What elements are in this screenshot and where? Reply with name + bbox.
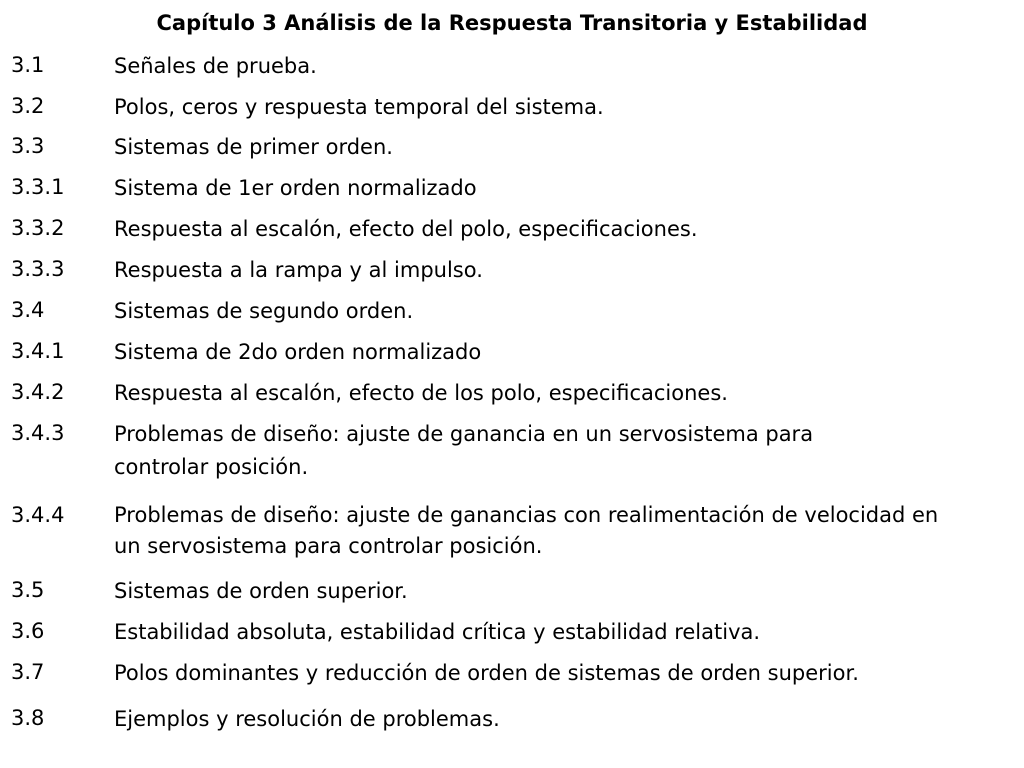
section-number: 3.3.2 [11, 216, 65, 240]
section-title [114, 500, 1014, 562]
section-number: 3.3.3 [11, 257, 65, 281]
section-number: 3.4.4 [11, 503, 65, 527]
section-title: Sistema de 2do orden normalizado [114, 340, 482, 364]
section-title: Respuesta al escalón, efecto de los polo, especificaciones. [114, 381, 728, 405]
section-title-line-1: Problemas de diseño: ajuste de ganancia en un servosistema para [114, 422, 814, 446]
section-number: 3.1 [11, 53, 45, 77]
section-number: 3.6 [11, 619, 45, 643]
section-title: Sistemas de segundo orden. [114, 299, 414, 323]
section-number: 3.5 [11, 578, 45, 602]
section-title: Sistemas de orden superior. [114, 579, 408, 603]
section-title: Estabilidad absoluta, estabilidad crítica y estabilidad relativa. [114, 620, 761, 644]
chapter-title: Capítulo 3 Análisis de la Respuesta Transitoria y Estabilidad [156, 11, 868, 35]
section-number: 3.8 [11, 706, 45, 730]
section-title: Polos, ceros y respuesta temporal del sistema. [114, 95, 604, 119]
section-number: 3.4.2 [11, 380, 65, 404]
section-number: 3.2 [11, 94, 45, 118]
section-title: Respuesta a la rampa y al impulso. [114, 258, 483, 282]
section-title-line-2: un servosistema para controlar posición. [114, 534, 543, 558]
section-title: Señales de prueba. [114, 54, 317, 78]
section-title-line-2: controlar posición. [114, 455, 309, 479]
section-title [114, 418, 1014, 484]
section-number: 3.7 [11, 660, 45, 684]
section-title: Ejemplos y resolución de problemas. [114, 707, 500, 731]
section-title: Polos dominantes y reducción de orden de sistemas de orden superior. [114, 661, 859, 685]
section-number: 3.4.1 [11, 339, 65, 363]
section-title: Respuesta al escalón, efecto del polo, especificaciones. [114, 217, 698, 241]
section-title: Sistemas de primer orden. [114, 135, 393, 159]
section-number: 3.4 [11, 298, 45, 322]
section-number: 3.3.1 [11, 175, 65, 199]
section-number: 3.4.3 [11, 421, 65, 445]
section-number: 3.3 [11, 134, 45, 158]
section-title: Sistema de 1er orden normalizado [114, 176, 477, 200]
section-title-line-1: Problemas de diseño: ajuste de ganancias con realimentación de velocidad en [114, 503, 939, 527]
